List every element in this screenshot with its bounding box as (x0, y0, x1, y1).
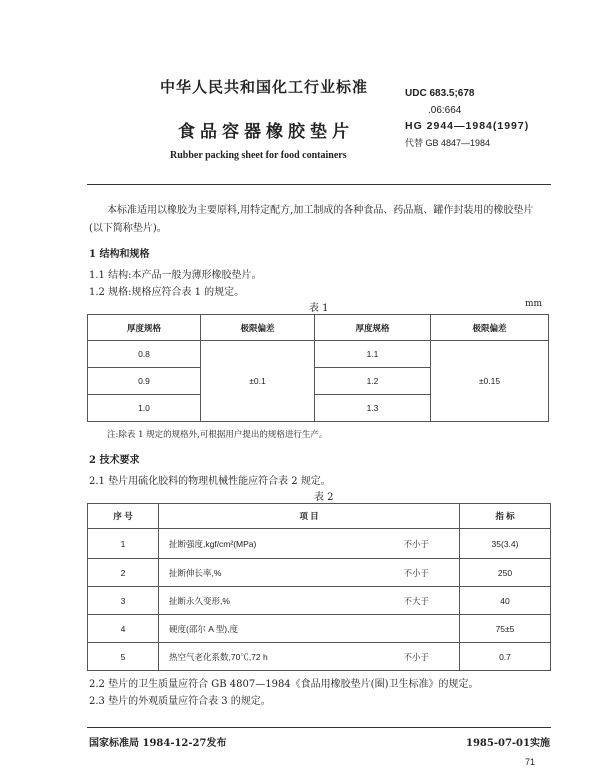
section-1-1: 1.1 结构:本产品一般为薄形橡胶垫片。 (89, 270, 262, 281)
intro-line-1: 本标准适用以橡胶为主要原料,用特定配方,加工制成的各种食品、药品瓶、罐作封装用的橡胶垫片 (107, 205, 534, 216)
section-1-heading: 1 结构和规格 (89, 249, 150, 260)
t2-row-no: 2 (88, 559, 159, 587)
t2-row-no: 3 (88, 587, 159, 615)
t2-row-item: 扯断伸长率,% (159, 559, 350, 587)
document-title-en: Rubber packing sheet for food containers (170, 150, 347, 161)
t2-header-value: 指 标 (460, 504, 551, 529)
t1-thickness-right: 1.3 (315, 395, 431, 422)
header-rule (87, 184, 551, 185)
effective-date: 1985-07-01实施 (466, 738, 550, 749)
standard-number: HG 2944—1984(1997) (405, 120, 530, 132)
table1-note: 注:除表 1 规定的规格外,可根据用户提出的规格进行生产。 (107, 430, 328, 440)
t1-tolerance-left: ±0.1 (201, 341, 315, 422)
t2-row-value: 35(3.4) (460, 529, 551, 559)
page-number: 71 (525, 757, 536, 767)
t2-row-item: 硬度(邵尔 A 型),度 (159, 615, 350, 643)
t2-row-value: 250 (460, 559, 551, 587)
t2-row-condition: 不小于 (349, 529, 460, 559)
t2-header-item: 项 目 (159, 504, 460, 529)
udc-code-line1: UDC 683.5;678 (405, 88, 475, 99)
t2-row-condition: 不小于 (349, 559, 460, 587)
section-1-2: 1.2 规格:规格应符合表 1 的规定。 (89, 287, 245, 298)
t2-row-item: 热空气老化系数,70℃,72 h (159, 643, 350, 671)
t1-header-thickness-left: 厚度规格 (88, 315, 201, 341)
t1-tolerance-right: ±0.15 (431, 341, 549, 422)
table-1 (87, 314, 549, 422)
standard-category: 中华人民共和国化工行业标准 (160, 78, 369, 96)
t2-row-item: 扯断强度,kgf/cm²(MPa) (159, 529, 350, 559)
t2-header-no: 序 号 (88, 504, 159, 529)
t2-row-value: 75±5 (460, 615, 551, 643)
t2-row-condition: 不大于 (349, 587, 460, 615)
table1-caption: 表 1 (309, 303, 329, 314)
t1-thickness-left: 0.9 (88, 368, 201, 395)
t2-row-condition (349, 615, 460, 643)
t1-header-thickness-right: 厚度规格 (315, 315, 431, 341)
issue-date: 国家标准局 1984-12-27发布 (89, 738, 227, 749)
t2-row-value: 0.7 (460, 643, 551, 671)
t2-row-no: 5 (88, 643, 159, 671)
footer-rule (87, 727, 551, 728)
t2-row-no: 1 (88, 529, 159, 559)
table2-caption: 表 2 (314, 492, 334, 503)
section-2-1: 2.1 垫片用硫化胶料的物理机械性能应符合表 2 规定。 (89, 476, 331, 487)
t1-thickness-right: 1.1 (315, 341, 431, 368)
t1-thickness-left: 0.8 (88, 341, 201, 368)
replaces-note: 代替 GB 4847—1984 (405, 138, 491, 148)
t1-header-tolerance-right: 极限偏差 (431, 315, 549, 341)
intro-line-2: (以下简称垫片)。 (89, 223, 167, 234)
t2-row-no: 4 (88, 615, 159, 643)
t2-row-value: 40 (460, 587, 551, 615)
table1-unit: mm (525, 299, 543, 309)
udc-code-line2: .06:664 (428, 105, 462, 116)
section-2-heading: 2 技术要求 (89, 455, 140, 466)
t1-thickness-left: 1.0 (88, 395, 201, 422)
t1-header-tolerance-left: 极限偏差 (201, 315, 315, 341)
t1-thickness-right: 1.2 (315, 368, 431, 395)
section-2-2: 2.2 垫片的卫生质量应符合 GB 4807—1984《食品用橡胶垫片(圈)卫生标准》的规定。 (89, 679, 479, 690)
section-2-3: 2.3 垫片的外观质量应符合表 3 的规定。 (89, 696, 271, 707)
table-2 (87, 503, 551, 671)
t2-row-item: 扯断永久变形,% (159, 587, 350, 615)
t2-row-condition: 不小于 (349, 643, 460, 671)
document-title: 食品容器橡胶垫片 (178, 122, 354, 142)
